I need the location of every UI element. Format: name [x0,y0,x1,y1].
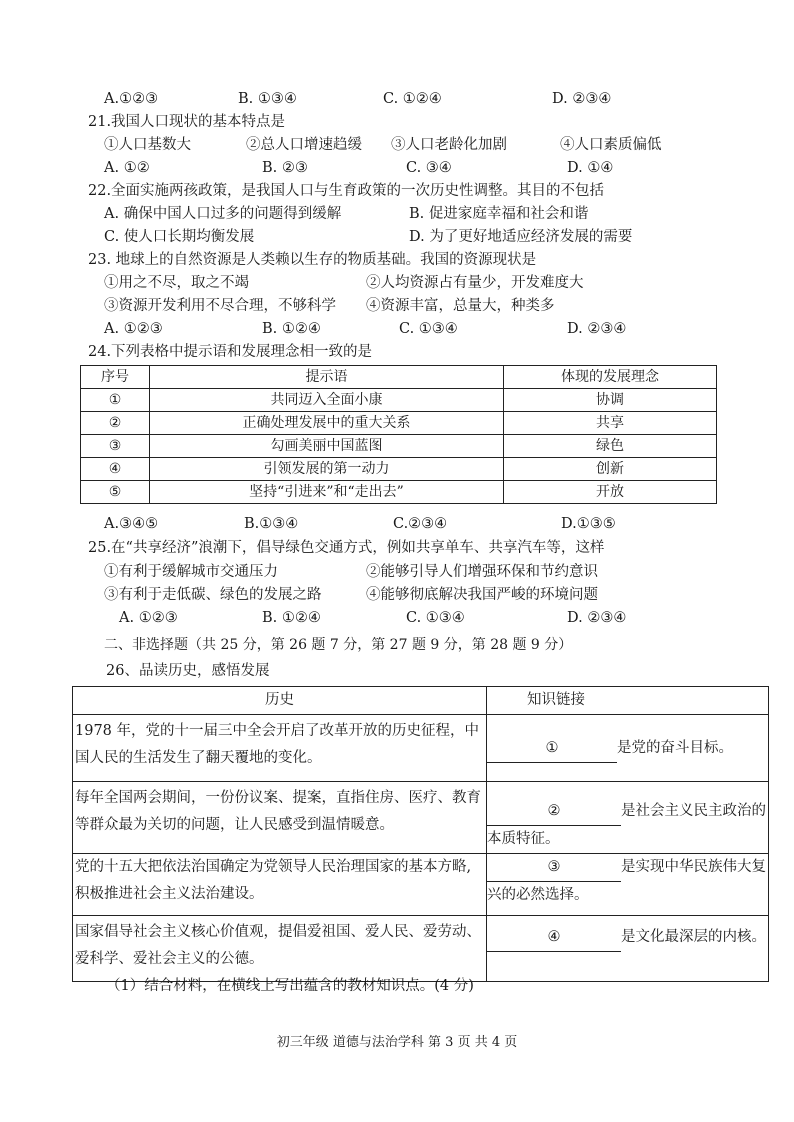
q24-prompt-cell: 共同迈入全面小康 [150,389,504,412]
q24-option-c: C.②③④ [393,516,448,532]
q25-item-4: ④能够彻底解决我国严峻的环境问题 [366,587,598,603]
q20-option-c: C. ①②④ [383,91,442,107]
q26-link-text: 是社会主义民主政治的本质特征。 [487,803,766,847]
q24-prompt-cell: 勾画美丽中国蓝图 [150,435,504,458]
q25-option-b: B. ①②④ [262,610,321,626]
q24-concept-cell: 创新 [504,458,717,481]
q21-item-2: ②总人口增速趋缓 [246,137,362,153]
q24-header-prompt: 提示语 [150,366,504,389]
q24-index-cell: ③ [81,435,150,458]
q26-link-text: 是党的奋斗目标。 [617,740,733,756]
table-row [73,782,769,854]
table-row [81,412,717,435]
q26-link-cell [487,916,769,982]
q22-option-c: C. 使人口长期均衡发展 [104,229,255,245]
q26-sub-1: （1）结合材料，在横线上写出蕴含的教材知识点。(4 分) [106,978,474,994]
q20-option-d: D. ②③④ [552,91,612,107]
q25-option-a: A. ①②③ [119,610,178,626]
q24-prompt-cell: 正确处理发展中的重大关系 [150,412,504,435]
q23-option-b: B. ①②④ [262,321,321,337]
q26-link-text: 是实现中华民族伟大复兴的必然选择。 [487,859,766,903]
q21-item-1: ①人口基数大 [104,137,191,153]
q25-item-3: ③有利于走低碳、绿色的发展之路 [104,587,322,603]
q26-link-text: 是文化最深层的内核。 [621,929,766,945]
q24-header-row [81,366,717,389]
q25-option-c: C. ①③④ [406,610,465,626]
table-row [81,435,717,458]
q23-stem: 23. 地球上的自然资源是人类赖以生存的物质基础。我国的资源现状是 [88,252,537,268]
q25-item-2: ②能够引导人们增强环保和节约意识 [366,564,598,580]
table-row [81,458,717,481]
q26-header-link: 知识链接 [487,687,769,715]
q24-table [80,365,717,504]
q21-option-a: A. ①② [104,160,150,176]
q26-stem: 26、品读历史，感悟发展 [106,663,270,679]
q22-option-a: A. 确保中国人口过多的问题得到缓解 [104,206,342,222]
q24-prompt-cell: 坚持“引进来”和“走出去” [150,481,504,504]
q26-blank-4: ④ [487,924,621,952]
q23-option-a: A. ①②③ [104,321,163,337]
q23-option-c: C. ①③④ [399,321,458,337]
q26-header-row [73,687,769,715]
q24-stem: 24.下列表格中提示语和发展理念相一致的是 [88,344,373,360]
q25-stem: 25.在“共享经济”浪潮下，倡导绿色交通方式，例如共享单车、共享汽车等，这样 [88,540,605,556]
q24-prompt-cell: 引领发展的第一动力 [150,458,504,481]
q21-option-b: B. ②③ [262,160,308,176]
q26-history-cell: 国家倡导社会主义核心价值观，提倡爱祖国、爱人民、爱劳动、爱科学、爱社会主义的公德。 [73,916,487,982]
q24-concept-cell: 开放 [504,481,717,504]
q25-item-1: ①有利于缓解城市交通压力 [104,564,278,580]
q23-item-4: ④资源丰富，总量大，种类多 [366,298,555,314]
q26-blank-2: ② [487,798,621,826]
q22-stem: 22.全面实施两孩政策，是我国人口与生育政策的一次历史性调整。其目的不包括 [88,183,605,199]
table-row [81,481,717,504]
q26-link-cell [487,854,769,916]
q24-index-cell: ⑤ [81,481,150,504]
q26-header-history: 历史 [73,687,487,715]
q26-link-cell [487,715,769,782]
page-footer: 初三年级 道德与法治学科 第 3 页 共 4 页 [276,1035,518,1050]
q24-option-a: A.③④⑤ [104,516,159,532]
q22-option-b: B. 促进家庭幸福和社会和谐 [409,206,589,222]
q26-link-cell [487,782,769,854]
q24-concept-cell: 绿色 [504,435,717,458]
q24-index-cell: ① [81,389,150,412]
q21-option-c: C. ③④ [406,160,452,176]
section-2-heading: 二、非选择题（共 25 分，第 26 题 7 分，第 27 题 9 分，第 28 题 9 分） [104,637,573,653]
q24-concept-cell: 协调 [504,389,717,412]
q21-item-4: ④人口素质偏低 [560,137,662,153]
q24-option-d: D.①③⑤ [561,516,616,532]
q26-history-cell: 党的十五大把依法治国确定为党领导人民治理国家的基本方略,积极推进社会主义法治建设。 [73,854,487,916]
q22-option-d: D. 为了更好地适应经济发展的需要 [409,229,633,245]
q21-option-d: D. ①④ [567,160,614,176]
q26-history-cell: 每年全国两会期间，一份份议案、提案，直指住房、医疗、教育等群众最为关切的问题，让人民感受到温情暖意。 [73,782,487,854]
table-row [73,715,769,782]
table-row [81,389,717,412]
q24-index-cell: ② [81,412,150,435]
q24-option-b: B.①③④ [244,516,299,532]
q26-history-cell: 1978 年，党的十一届三中全会开启了改革开放的历史征程，中国人民的生活发生了翻天覆地的变化。 [73,715,487,782]
q23-item-1: ①用之不尽，取之不竭 [104,275,249,291]
q24-concept-cell: 共享 [504,412,717,435]
q23-item-3: ③资源开发利用不尽合理，不够科学 [104,298,336,314]
table-row [73,916,769,982]
q26-blank-1: ① [487,735,617,763]
q25-option-d: D. ②③④ [567,610,627,626]
q20-option-a: A.①②③ [104,91,159,107]
q21-item-3: ③人口老龄化加剧 [391,137,507,153]
q23-item-2: ②人均资源占有量少，开发难度大 [366,275,584,291]
q26-blank-3: ③ [487,854,621,882]
table-row [73,854,769,916]
q24-index-cell: ④ [81,458,150,481]
q24-header-index: 序号 [81,366,150,389]
q26-table [72,686,769,982]
q21-stem: 21.我国人口现状的基本特点是 [88,114,286,130]
q23-option-d: D. ②③④ [567,321,627,337]
q20-option-b: B. ①③④ [238,91,297,107]
q24-header-concept: 体现的发展理念 [504,366,717,389]
